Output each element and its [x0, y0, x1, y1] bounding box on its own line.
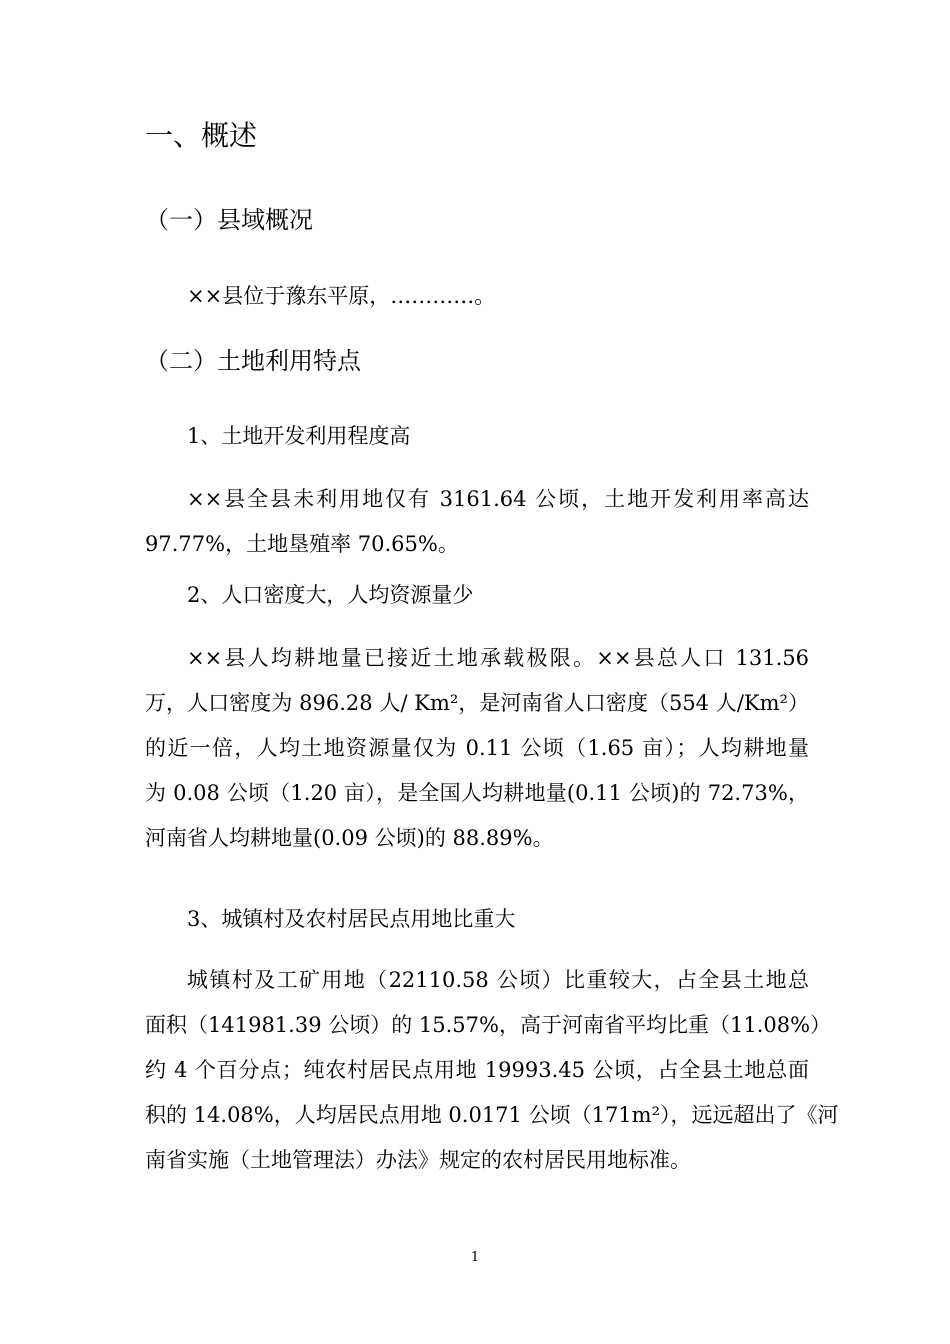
subheading-land-development: 1、土地开发利用程度高 [187, 424, 411, 448]
paragraph-line: 积的 14.08%，人均居民点用地 0.0171 公顷（171m²），远远超出了《河 [145, 1103, 839, 1127]
page-number: 1 [470, 1250, 480, 1265]
paragraph-line: 万，人口密度为 896.28 人/ Km²，是河南省人口密度（554 人/Km²） [145, 691, 809, 715]
subheading-residential-land: 3、城镇村及农村居民点用地比重大 [187, 907, 516, 931]
paragraph-line: 约 4 个百分点；纯农村居民点用地 19993.45 公顷，占全县土地总面 [145, 1058, 809, 1082]
paragraph-line: 面积（141981.39 公顷）的 15.57%，高于河南省平均比重（11.08%） [145, 1013, 832, 1037]
paragraph-line: 的近一倍，人均土地资源量仅为 0.11 公顷（1.65 亩）；人均耕地量 [145, 736, 809, 760]
county-location-paragraph: ××县位于豫东平原，…………。 [187, 284, 496, 308]
paragraph-line: 城镇村及工矿用地（22110.58 公顷）比重较大，占全县土地总 [187, 968, 809, 992]
paragraph-line: 南省实施（土地管理法）办法》规定的农村居民用地标准。 [145, 1148, 691, 1172]
paragraph-line: 河南省人均耕地量(0.09 公顷)的 88.89%。 [145, 826, 554, 850]
heading-overview: 一、概述 [145, 119, 258, 152]
heading-land-use-features: （二）土地利用特点 [145, 347, 361, 375]
paragraph-line: 97.77%，土地垦殖率 70.65%。 [145, 532, 459, 556]
paragraph-line: 为 0.08 公顷（1.20 亩），是全国人均耕地量(0.11 公顷)的 72.73%， [145, 781, 809, 805]
paragraph-population-density [145, 636, 809, 861]
heading-county-overview: （一）县域概况 [145, 206, 313, 234]
subheading-population-density: 2、人口密度大，人均资源量少 [187, 583, 474, 607]
paragraph-residential-land [145, 958, 839, 1183]
paragraph-line: ××县全县未利用地仅有 3161.64 公顷，土地开发利用率高达 [187, 487, 809, 511]
paragraph-land-development [145, 477, 809, 567]
paragraph-line: ××县人均耕地量已接近土地承载极限。××县总人口 131.56 [187, 646, 809, 670]
